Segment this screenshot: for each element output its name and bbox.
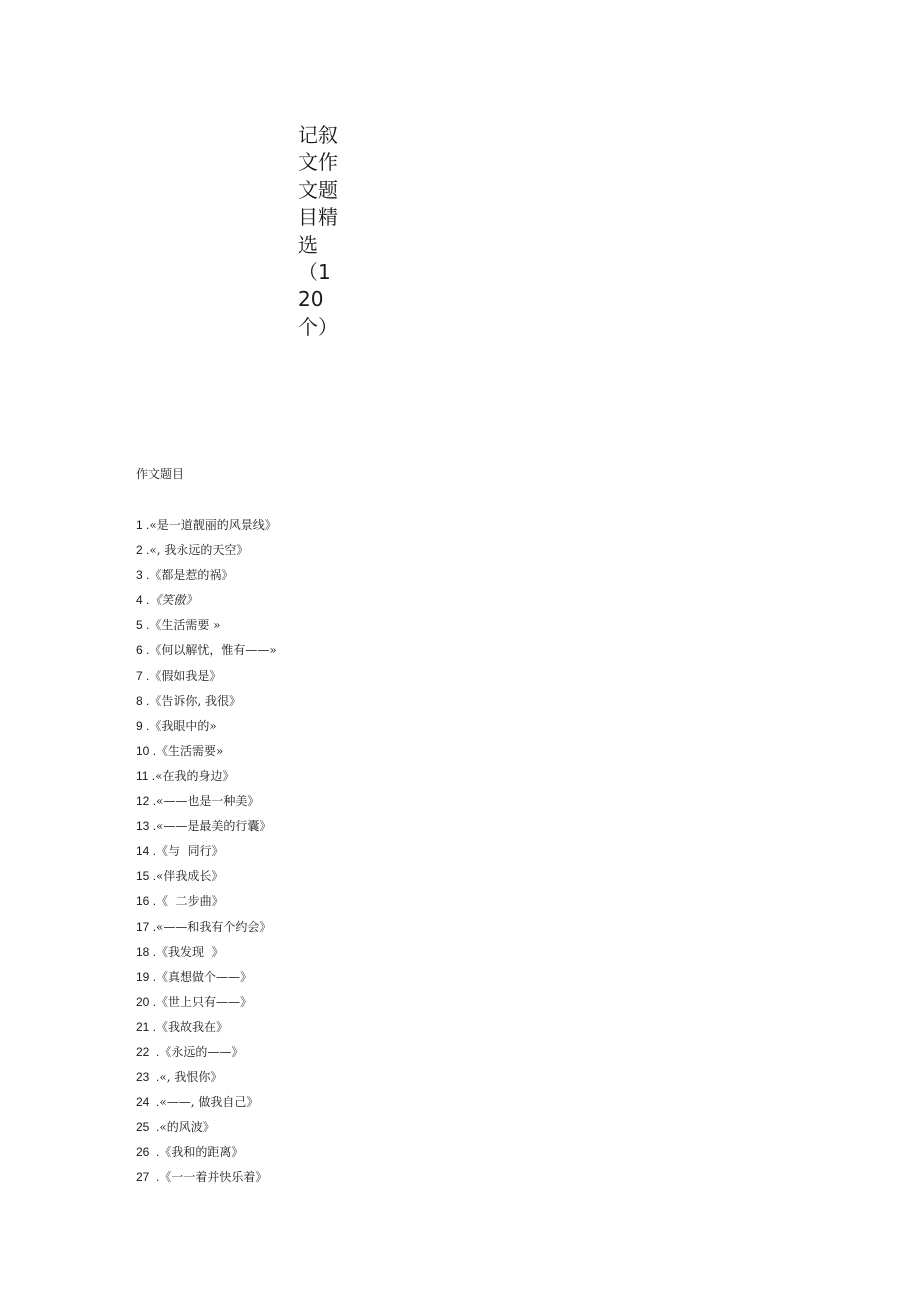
topic-number: 15 (136, 869, 150, 884)
topic-item (136, 1167, 277, 1192)
topic-item (136, 1092, 277, 1117)
topic-title: 《何以解忧，惟有——» (149, 643, 277, 658)
topic-item (136, 942, 277, 967)
topic-number: 2 (136, 543, 143, 558)
topic-number: 21 (136, 1019, 150, 1034)
topic-title: 《假如我是》 (149, 668, 222, 683)
topic-item (136, 992, 277, 1017)
topic-title: «——也是一种美》 (156, 794, 260, 809)
topic-title: 《我故我在》 (156, 1019, 229, 1034)
topic-item (136, 691, 277, 716)
topic-title: 《告诉你, 我很》 (149, 693, 241, 708)
topic-item (136, 540, 277, 565)
topic-title: «, 我恨你》 (159, 1070, 223, 1085)
topic-number: 4 (136, 593, 143, 608)
topic-number: 24 (136, 1095, 150, 1110)
topic-item (136, 590, 277, 615)
topic-item (136, 841, 277, 866)
topic-title: 《我眼中的» (149, 718, 217, 733)
topic-separator: . (149, 969, 157, 984)
topic-number: 16 (136, 894, 150, 909)
topic-number: 1 (136, 518, 143, 532)
topic-item (136, 666, 277, 691)
topic-item (136, 1017, 277, 1042)
topic-separator: . (142, 568, 150, 583)
topic-item (136, 766, 277, 791)
topic-separator: . (149, 1170, 160, 1185)
topic-title: 《与 同行》 (156, 844, 224, 859)
topic-item (136, 565, 277, 590)
topic-number: 3 (136, 568, 143, 583)
topic-item (136, 741, 277, 766)
topic-item (136, 640, 277, 665)
topic-separator: . (149, 894, 157, 909)
topic-number: 26 (136, 1145, 150, 1160)
topic-title: 《笑傲》 (149, 593, 198, 608)
topic-title: «伴我成长》 (156, 869, 224, 884)
topic-number: 19 (136, 969, 150, 984)
topic-title: «是一道靓丽的风景线》 (149, 518, 277, 532)
topic-number: 23 (136, 1070, 150, 1085)
topic-number: 18 (136, 944, 150, 959)
document-title: 记叙文作文题目精选（120个） (298, 123, 338, 339)
topic-separator: . (149, 919, 157, 934)
topic-number: 13 (136, 819, 150, 834)
topic-item (136, 917, 277, 942)
topic-item (136, 1067, 277, 1092)
topic-title: «, 我永远的天空》 (149, 543, 249, 558)
topic-separator: . (149, 1120, 160, 1135)
topic-separator: . (142, 718, 150, 733)
topic-title: 《我发现 》 (156, 944, 224, 959)
topic-separator: . (149, 1070, 160, 1085)
topic-separator: . (142, 668, 150, 683)
topic-separator: . (149, 1095, 160, 1110)
topic-separator: . (142, 618, 150, 633)
topic-separator: . (149, 1044, 160, 1059)
topic-separator: . (142, 693, 150, 708)
topic-number: 12 (136, 794, 150, 809)
topic-title: «——和我有个约会》 (156, 919, 272, 934)
topic-number: 8 (136, 693, 143, 708)
topic-separator: . (149, 819, 157, 834)
topic-number: 20 (136, 994, 150, 1009)
topic-separator: . (149, 844, 157, 859)
topic-number: 7 (136, 668, 143, 683)
topic-number: 14 (136, 844, 150, 859)
topic-item (136, 967, 277, 992)
topic-item (136, 1117, 277, 1142)
topic-number: 9 (136, 718, 143, 733)
topic-title: 《真想做个——》 (156, 969, 253, 984)
topic-separator: . (142, 593, 150, 608)
topic-number: 22 (136, 1044, 150, 1059)
topic-title: 《一一着并快乐着》 (159, 1170, 268, 1185)
topic-title: 《我和的距离》 (159, 1145, 244, 1160)
topic-title: 《生活需要» (156, 743, 224, 758)
topic-item (136, 891, 277, 916)
topic-separator: . (149, 869, 157, 884)
topic-item (136, 791, 277, 816)
topic-title: «——, 做我自己》 (159, 1095, 259, 1110)
topic-title: «——是最美的行囊》 (156, 819, 272, 834)
topic-separator: . (149, 994, 157, 1009)
topic-title: 《都是惹的祸》 (149, 568, 234, 583)
topic-item (136, 716, 277, 741)
topic-separator: . (149, 1019, 157, 1034)
topic-item (136, 816, 277, 841)
topic-item (136, 866, 277, 891)
topic-separator: . (148, 768, 156, 783)
topic-separator: . (142, 543, 150, 558)
topic-number: 11 (136, 768, 149, 783)
topic-title: 《世上只有——》 (156, 994, 253, 1009)
topic-separator: . (149, 944, 157, 959)
topic-separator: . (142, 643, 150, 658)
topic-separator: . (149, 794, 157, 809)
topic-number: 25 (136, 1120, 150, 1135)
topic-title: 《 二步曲》 (156, 894, 224, 909)
topic-number: 5 (136, 618, 143, 633)
topic-title: «在我的身边》 (155, 768, 235, 783)
topic-separator: . (142, 518, 150, 532)
topic-separator: . (149, 743, 157, 758)
section-label: 作文题目 (136, 467, 185, 481)
topic-number: 10 (136, 743, 150, 758)
topic-number: 27 (136, 1170, 150, 1185)
topic-list (136, 515, 277, 1193)
topic-item (136, 1042, 277, 1067)
topic-number: 6 (136, 643, 143, 658)
topic-item (136, 515, 277, 540)
topic-item (136, 615, 277, 640)
topic-separator: . (149, 1145, 160, 1160)
topic-item (136, 1142, 277, 1167)
topic-title: 《生活需要 » (149, 618, 221, 633)
topic-title: «的风波》 (159, 1120, 215, 1135)
topic-title: 《永远的——》 (159, 1044, 244, 1059)
topic-number: 17 (136, 919, 150, 934)
